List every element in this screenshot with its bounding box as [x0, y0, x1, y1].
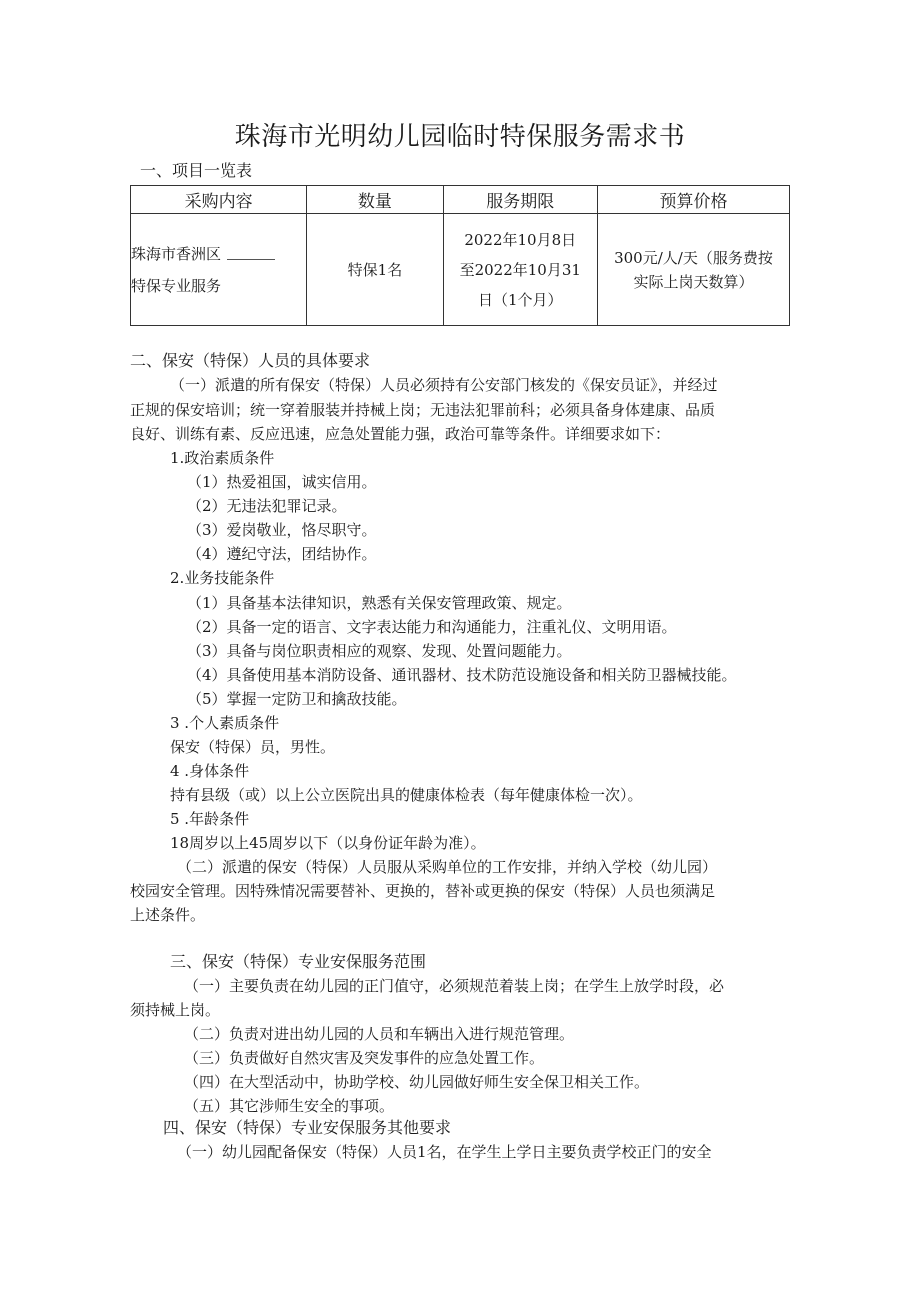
paragraph-line: 良好、训练有素、反应迅速，应急处置能力强，政治可靠等条件。详细要求如下：	[130, 425, 671, 443]
subsection-text: 保安（特保）员，男性。	[170, 738, 336, 756]
list-item: （3）具备与岗位职责相应的观察、发现、处置问题能力。	[187, 642, 572, 660]
blank-underline	[227, 249, 275, 260]
subsection-title: 3 .个人素质条件	[170, 714, 280, 732]
list-item: （1）具备基本法律知识，熟悉有关保安管理政策、规定。	[187, 594, 572, 612]
content-line-2: 特保专业服务	[131, 276, 222, 295]
period-line-2: 至2022年10月31	[459, 260, 581, 279]
list-item: （二）负责对进出幼儿园的人员和车辆出入进行规范管理。	[184, 1025, 575, 1043]
section1-heading: 一、项目一览表	[140, 161, 253, 180]
cell-period	[443, 214, 597, 326]
list-item: （四）在大型活动中，协助学校、幼儿园做好师生安全保卫相关工作。	[184, 1073, 650, 1091]
project-table	[130, 185, 790, 326]
subsection-title: 5 .年龄条件	[170, 810, 250, 828]
period-line-3: 日（1个月）	[477, 290, 563, 309]
paragraph-line: 须持械上岗。	[130, 1001, 221, 1019]
paragraph-line: 正规的保安培训；统一穿着服装并持械上岗；无违法犯罪前科；必须具备身体建康、品质	[130, 401, 716, 419]
table-row	[131, 214, 790, 326]
paragraph-line: 校园安全管理。因特殊情况需要替补、更换的，替补或更换的保安（特保）人员也须满足	[130, 882, 716, 900]
subsection-title: 4 .身体条件	[170, 762, 250, 780]
table-header-cell: 预算价格	[597, 186, 789, 214]
price-line-2: 实际上岗天数算）	[633, 272, 754, 291]
paragraph-line: （一）主要负责在幼儿园的正门值守，必须规范着装上岗；在学生上放学时段，必	[184, 977, 725, 995]
document-title: 珠海市光明幼儿园临时特保服务需求书	[234, 122, 686, 152]
section2-heading: 二、保安（特保）人员的具体要求	[130, 351, 371, 370]
paragraph-line: 上述条件。	[130, 906, 206, 924]
content-line-1: 珠海市香洲区	[131, 244, 222, 263]
table-header-cell: 服务期限	[443, 186, 597, 214]
list-item: （2）无违法犯罪记录。	[187, 497, 347, 515]
subsection-text: 18周岁以上45周岁以下（以身份证年龄为准）。	[170, 834, 486, 852]
table-header-row	[131, 186, 790, 214]
section4-heading: 四、保安（特保）专业安保服务其他要求	[163, 1118, 452, 1137]
cell-quantity: 特保1名	[307, 214, 443, 326]
section3-heading: 三、保安（特保）专业安保服务范围	[170, 952, 427, 971]
cell-content	[131, 214, 307, 326]
cell-price	[597, 214, 789, 326]
table-header-cell: 数量	[307, 186, 443, 214]
list-item: （4）遵纪守法，团结协作。	[187, 545, 377, 563]
list-item: （3）爱岗敬业，恪尽职守。	[187, 521, 377, 539]
period-line-1: 2022年10月8日	[464, 230, 577, 249]
list-item: （三）负责做好自然灾害及突发事件的应急处置工作。	[184, 1049, 545, 1067]
paragraph-line: （二）派遣的保安（特保）人员服从采购单位的工作安排，并纳入学校（幼儿园）	[177, 858, 718, 876]
list-item: （2）具备一定的语言、文字表达能力和沟通能力，注重礼仪、文明用语。	[187, 618, 677, 636]
list-item: （5）掌握一定防卫和擒敌技能。	[187, 690, 407, 708]
list-item: （五）其它涉师生安全的事项。	[184, 1097, 395, 1115]
paragraph-line: （一）幼儿园配备保安（特保）人员1名，在学生上学日主要负责学校正门的安全	[177, 1143, 712, 1161]
subsection-title: 2.业务技能条件	[170, 569, 275, 587]
paragraph-line: （一）派遣的所有保安（特保）人员必须持有公安部门核发的《保安员证》，并经过	[170, 376, 718, 394]
list-item: （1）热爱祖国，诚实信用。	[187, 473, 377, 491]
subsection-text: 持有县级（或）以上公立医院出具的健康体检表（每年健康体检一次）。	[170, 786, 643, 804]
subsection-title: 1.政治素质条件	[170, 449, 275, 467]
table-header-cell: 采购内容	[131, 186, 307, 214]
price-line-1: 300元/人/天（服务费按	[614, 248, 773, 267]
list-item: （4）具备使用基本消防设备、通讯器材、技术防范设施设备和相关防卫器械技能。	[187, 666, 737, 684]
